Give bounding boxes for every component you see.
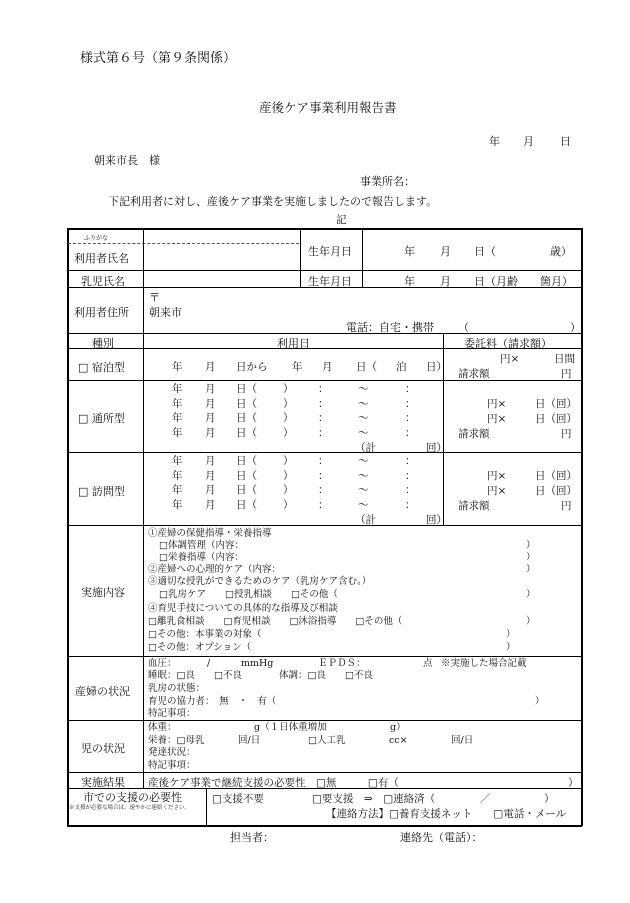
stay-to-month: 月 <box>322 361 333 373</box>
visit-row-1-part-5: ： <box>318 455 329 467</box>
visit-fee-days-1: 日（回） <box>535 470 577 482</box>
stay-from-day: 日から <box>236 361 268 373</box>
day-row-3-part-5: ： <box>318 412 329 425</box>
content-close-10: ） <box>506 642 516 653</box>
content-line-5: ③適切な授乳ができるためのケア（乳房ケア含む。） <box>148 576 372 587</box>
stay-type-checkbox[interactable]: □ 宿泊型 <box>78 361 125 374</box>
cooperator-close: ） <box>535 696 545 707</box>
day-row-1-part-7: ： <box>405 383 416 395</box>
content-close-4: ） <box>526 564 536 575</box>
visit-row-1-part-1: 年 <box>172 455 183 467</box>
nutrition-per-day-2: 回/日 <box>451 735 474 746</box>
col-date-header: 利用日 <box>277 337 310 350</box>
nutrition-breast[interactable]: 栄養：□母乳 <box>148 735 205 746</box>
visit-row-1-part-7: ： <box>405 455 416 467</box>
user-birth-year: 年 <box>404 245 415 258</box>
visit-total-label: （計 <box>355 514 376 526</box>
stay-fee-rate: 円× <box>500 353 520 365</box>
day-row-3-part-6: ～ <box>358 412 369 425</box>
day-row-4-part-2: 月 <box>205 426 216 439</box>
content-line-9[interactable]: □その他：本事業の対象（ <box>148 629 262 640</box>
support-label: 市での支援の必要性 <box>83 791 182 804</box>
day-row-2-part-1: 年 <box>172 397 183 410</box>
visit-row-3-part-4: ） <box>283 484 294 497</box>
visit-row-2-part-5: ： <box>318 469 329 482</box>
visit-row-1-part-6: ～ <box>358 455 369 467</box>
user-birth-day: 日（ <box>474 245 496 258</box>
result-options[interactable]: 産後ケア事業で継続支援の必要性 □無 □有（ <box>148 777 399 789</box>
intro-text: 下記利用者に対し、産後ケア事業を実施しましたので報告します。 <box>108 195 438 208</box>
infant-name-label: 乳児氏名 <box>81 275 125 288</box>
visit-row-3-part-6: ～ <box>358 484 369 497</box>
day-row-1-part-4: ） <box>283 383 294 395</box>
visit-row-4-part-6: ～ <box>358 498 369 511</box>
day-fee-days-1: 日（回） <box>535 398 577 410</box>
day-row-3-part-1: 年 <box>172 412 183 425</box>
day-row-4-part-4: ） <box>283 426 294 439</box>
visit-row-4-part-2: 月 <box>205 498 216 511</box>
day-row-3-part-2: 月 <box>205 412 216 425</box>
stay-billed-yen: 円 <box>561 368 572 380</box>
epds-note: ※実施した場合記載 <box>441 658 527 669</box>
visit-fee-rate-1: 円× <box>487 470 507 482</box>
stay-nights: 泊 <box>396 361 407 373</box>
office-label: 事業所名： <box>360 175 415 188</box>
content-line-8[interactable]: □離乳食相談 □育児相談 □沐浴指導 □その他（ <box>148 616 403 627</box>
child-notes: 特記事項： <box>148 760 196 771</box>
need-support-checkbox[interactable]: □要支援 ⇒ □連絡済（ <box>312 793 436 805</box>
infant-months: 箇月） <box>540 275 573 288</box>
visit-row-1-part-3: 日（ <box>236 455 257 467</box>
support-close: ） <box>544 793 555 805</box>
day-row-3-part-7: ： <box>405 412 416 425</box>
epds-label: ＥＰＤＳ： <box>318 658 366 669</box>
day-row-4-part-7: ： <box>405 426 416 439</box>
day-row-2-part-3: 日（ <box>236 397 257 410</box>
col-type-header: 種別 <box>92 337 114 350</box>
day-row-2-part-4: ） <box>283 397 294 410</box>
day-type-checkbox[interactable]: □ 通所型 <box>78 412 125 425</box>
visit-row-2-part-2: 月 <box>205 469 216 482</box>
day-row-2-part-2: 月 <box>205 397 216 410</box>
bp-label: 血圧： <box>148 658 177 669</box>
address-label: 利用者住所 <box>74 306 129 319</box>
cooperator[interactable]: 育児の協力者： 無 ・ 有（ <box>148 696 277 707</box>
visit-billed-yen: 円 <box>561 500 572 512</box>
city-text: 朝来市 <box>149 306 182 319</box>
content-line-7: ④育児手技についての具体的な指導及び相談 <box>148 603 338 614</box>
visit-row-1-part-2: 月 <box>205 455 216 467</box>
stay-days: 日） <box>426 361 447 373</box>
bp-slash: / <box>207 658 211 669</box>
postal-mark: 〒 <box>149 291 160 304</box>
weight-label: 体重： <box>148 722 177 733</box>
day-total-label: （計 <box>355 442 376 454</box>
bp-unit: mmHg <box>241 658 274 669</box>
visit-fee-days-2: 日（回） <box>535 485 577 497</box>
visit-row-3-part-5: ： <box>318 484 329 497</box>
form-number: 様式第６号（第９条関係） <box>80 51 237 66</box>
visit-billed-label: 請求額 <box>458 500 490 512</box>
content-line-10[interactable]: □その他：オプション（ <box>148 642 252 653</box>
condition-options[interactable]: 体調：□良 □不良 <box>279 670 373 681</box>
content-close-3: ） <box>526 552 536 563</box>
stay-from-month: 月 <box>205 361 216 373</box>
visit-row-2-part-1: 年 <box>172 469 183 482</box>
content-line-3[interactable]: □栄養指導（内容： <box>159 552 244 563</box>
mother-status-label: 産婦の状況 <box>75 685 130 698</box>
visit-total-times: 回） <box>426 514 447 526</box>
support-note: ※支援が必要な場合は、速やかに連絡ください。 <box>69 805 191 811</box>
day-billed-yen: 円 <box>561 428 572 440</box>
day-row-1-part-5: ： <box>318 383 329 395</box>
day-row-4-part-5: ： <box>318 426 329 439</box>
mother-notes: 特記事項： <box>148 708 196 719</box>
date-day: 日 <box>560 135 571 148</box>
visit-row-4-part-4: ） <box>283 498 294 511</box>
result-close: ） <box>568 777 579 789</box>
addressee: 朝来市長 様 <box>94 154 160 167</box>
day-fee-rate-1: 円× <box>487 398 507 410</box>
user-birth-month: 月 <box>440 245 451 258</box>
day-row-2-part-5: ： <box>318 397 329 410</box>
visit-row-4-part-3: 日（ <box>236 498 257 511</box>
user-name-label: 利用者氏名 <box>74 252 129 265</box>
content-close-6: ） <box>526 589 536 600</box>
date-month: 月 <box>523 135 534 148</box>
visit-row-3-part-7: ： <box>405 484 416 497</box>
day-row-4-part-3: 日（ <box>236 426 257 439</box>
day-row-1-part-3: 日（ <box>236 383 257 395</box>
breast-status: 乳房の状態： <box>148 683 206 694</box>
user-birth-label: 生年月日 <box>308 245 352 258</box>
day-row-3-part-4: ） <box>283 412 294 425</box>
result-label: 実施結果 <box>81 776 125 789</box>
epds-unit: 点 <box>423 658 433 669</box>
content-line-2[interactable]: □体調管理（内容： <box>159 540 244 551</box>
ki-mark: 記 <box>336 214 347 226</box>
visit-row-2-part-6: ～ <box>358 469 369 482</box>
stay-to-day: 日（ <box>356 361 377 373</box>
visit-row-3-part-3: 日（ <box>236 484 257 497</box>
visit-row-4-part-1: 年 <box>172 498 183 511</box>
visit-row-2-part-7: ： <box>405 469 416 482</box>
day-fee-days-2: 日（回） <box>535 413 577 425</box>
day-row-1-part-6: ～ <box>358 383 369 395</box>
nutrition-cc: cc× <box>389 735 408 746</box>
development: 発達状況： <box>148 747 196 758</box>
day-total-times: 回） <box>426 442 447 454</box>
user-age: 歳） <box>550 245 572 258</box>
day-row-2-part-6: ～ <box>358 397 369 410</box>
day-fee-rate-2: 円× <box>487 413 507 425</box>
day-row-4-part-6: ～ <box>358 426 369 439</box>
day-row-1-part-2: 月 <box>205 383 216 395</box>
phone-paren-open: （ <box>458 321 469 334</box>
col-fee-header: 委託料（請求額） <box>464 337 552 350</box>
stay-from-year: 年 <box>172 361 183 373</box>
infant-birth-day-age: 日（月齢 <box>474 275 518 288</box>
page-title: 産後ケア事業利用報告書 <box>259 100 397 115</box>
visit-row-4-part-7: ： <box>405 498 416 511</box>
child-status-label: 児の状況 <box>81 742 125 755</box>
furigana-label: ふりがな <box>84 235 109 242</box>
sleep-options[interactable]: 睡眠：□良 □不良 <box>148 670 242 681</box>
staff-label: 担当者： <box>230 831 274 844</box>
day-row-4-part-1: 年 <box>172 426 183 439</box>
date-year: 年 <box>489 135 500 148</box>
nutrition-per-day: 回/日 <box>238 735 261 746</box>
day-row-3-part-3: 日（ <box>236 412 257 425</box>
contact-label: 連絡先（電話）： <box>400 831 483 844</box>
no-support-checkbox[interactable]: □支援不要 <box>212 793 264 805</box>
content-line-4: ②産婦への心理的ケア（内容： <box>148 564 282 575</box>
day-billed-label: 請求額 <box>458 428 490 440</box>
weight-unit: g） <box>390 722 406 733</box>
visit-type-checkbox[interactable]: □ 訪問型 <box>78 485 125 498</box>
infant-birth-label: 生年月日 <box>308 275 352 288</box>
stay-to-year: 年 <box>292 361 303 373</box>
visit-row-2-part-3: 日（ <box>236 469 257 482</box>
visit-row-2-part-4: ） <box>283 469 294 482</box>
content-close-2: ） <box>526 540 536 551</box>
day-row-2-part-7: ： <box>405 397 416 410</box>
content-label: 実施内容 <box>81 586 125 599</box>
content-line-6[interactable]: □乳房ケア □授乳相談 □その他（ <box>159 589 338 600</box>
nutrition-formula[interactable]: □人工乳 <box>308 735 346 746</box>
content-line-1: ①産婦の保健指導・栄養指導 <box>148 528 272 539</box>
visit-row-1-part-4: ） <box>283 455 294 467</box>
visit-row-3-part-2: 月 <box>205 484 216 497</box>
infant-birth-month: 月 <box>440 275 451 288</box>
visit-fee-rate-2: 円× <box>487 485 507 497</box>
visit-row-3-part-1: 年 <box>172 484 183 497</box>
content-close-9: ） <box>506 629 516 640</box>
day-row-1-part-1: 年 <box>172 383 183 395</box>
visit-row-4-part-5: ： <box>318 498 329 511</box>
infant-birth-year: 年 <box>404 275 415 288</box>
phone-paren-close: ） <box>570 321 581 334</box>
phone-label: 電話：自宅・携帯 <box>346 321 434 334</box>
contact-method[interactable]: 【連絡方法】□養育支援ネット □電話・メール <box>326 808 567 820</box>
stay-billed-label: 請求額 <box>458 368 490 380</box>
content-close-8: ） <box>526 616 536 627</box>
stay-fee-days: 日間 <box>554 353 575 365</box>
support-slash: ／ <box>480 793 491 805</box>
weight-text: g（１日体重増加 <box>254 722 327 733</box>
